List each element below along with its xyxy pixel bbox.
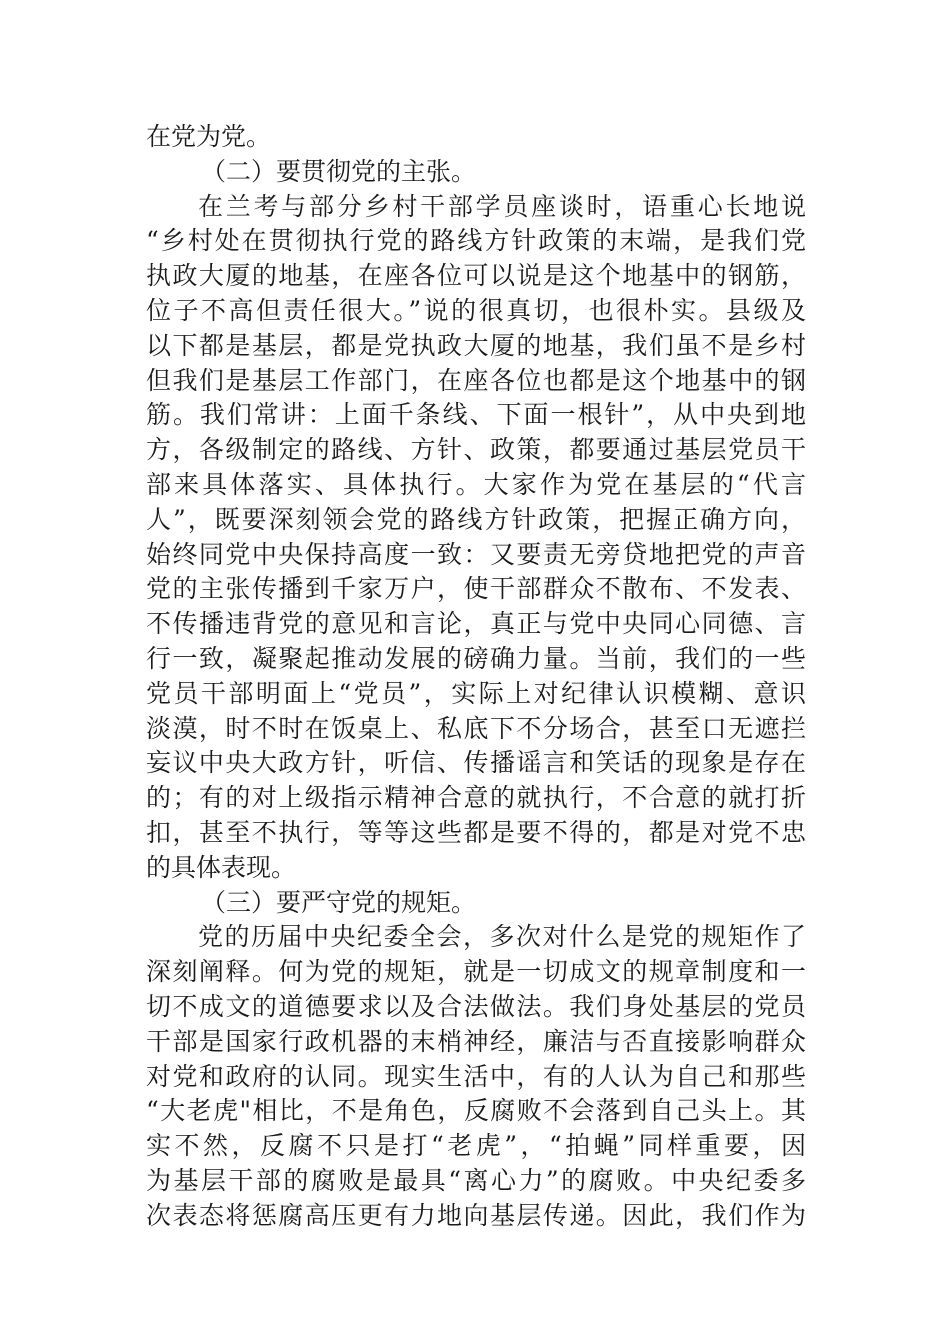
- paragraph-line: 深刻阐释。何为党的规矩，就是一切成文的规章制度和一: [146, 957, 806, 987]
- paragraph-line: 实不然，反腐不只是打“老虎”，“拍蝇”同样重要，因: [146, 1131, 806, 1161]
- paragraph-line: 始终同党中央保持高度一致：又要责无旁贷地把党的声音: [146, 539, 806, 569]
- paragraph-line: 执政大厦的地基，在座各位可以说是这个地基中的钢筋，: [146, 261, 806, 291]
- paragraph-line: 不传播违背党的意见和言论，真正与党中央同心同德、言: [146, 609, 806, 639]
- paragraph-line: 次表态将惩腐高压更有力地向基层传递。因此，我们作为: [146, 1200, 806, 1230]
- paragraph-line: 筋。我们常讲：上面千条线、下面一根针”，从中央到地: [146, 400, 806, 430]
- section-heading: （三）要严守党的规矩。: [201, 887, 477, 917]
- paragraph-line: 方，各级制定的路线、方针、政策，都要通过基层党员干: [146, 435, 806, 465]
- paragraph-line: “大老虎"相比，不是角色，反腐败不会落到自己头上。其: [146, 1096, 806, 1126]
- paragraph-line: 妄议中央大政方针，听信、传播谣言和笑话的现象是存在: [146, 748, 806, 778]
- paragraph-line: 扣，甚至不执行，等等这些都是要不得的，都是对党不忠: [146, 817, 806, 847]
- paragraph-line: 位子不高但责任很大。”说的很真切，也很朴实。县级及: [146, 295, 806, 325]
- paragraph-line: 对党和政府的认同。现实生活中，有的人认为自己和那些: [146, 1061, 806, 1091]
- paragraph-line: 的；有的对上级指示精神合意的就执行，不合意的就打折: [146, 783, 806, 813]
- paragraph-line: 人”，既要深刻领会党的路线方针政策，把握正确方向，: [146, 504, 806, 534]
- paragraph-line: 在党为党。: [146, 122, 272, 151]
- paragraph-line: 切不成文的道德要求以及合法做法。我们身处基层的党员: [146, 991, 806, 1021]
- paragraph-line: 为基层干部的腐败是最具“离心力”的腐败。中央纪委多: [146, 1165, 806, 1195]
- paragraph-line: 在兰考与部分乡村干部学员座谈时，语重心长地说: [198, 191, 806, 221]
- paragraph-line: “乡村处在贯彻执行党的路线方针政策的末端，是我们党: [146, 226, 806, 256]
- paragraph-line: 部来具体落实、具体执行。大家作为党在基层的“代言: [146, 469, 806, 499]
- paragraph-line: 干部是国家行政机器的末梢神经，廉洁与否直接影响群众: [146, 1026, 806, 1056]
- body-text: [146, 120, 806, 1234]
- paragraph-line: 行一致，凝聚起推动发展的磅确力量。当前，我们的一些: [146, 643, 806, 673]
- paragraph-line: 的具体表现。: [146, 852, 297, 882]
- paragraph-line: 党的主张传播到千家万户，使干部群众不散布、不发表、: [146, 574, 806, 604]
- paragraph-line: 党员干部明面上“党员”，实际上对纪律认识模糊、意识: [146, 678, 806, 708]
- paragraph-line: 以下都是基层，都是党执政大厦的地基，我们虽不是乡村: [146, 330, 806, 360]
- section-heading: （二）要贯彻党的主张。: [201, 156, 477, 186]
- paragraph-line: 党的历届中央纪委全会，多次对什么是党的规矩作了: [198, 922, 806, 952]
- paragraph-line: 淡漠，时不时在饭桌上、私底下不分场合，甚至口无遮拦: [146, 713, 806, 743]
- paragraph-line: 但我们是基层工作部门，在座各位也都是这个地基中的钢: [146, 365, 806, 395]
